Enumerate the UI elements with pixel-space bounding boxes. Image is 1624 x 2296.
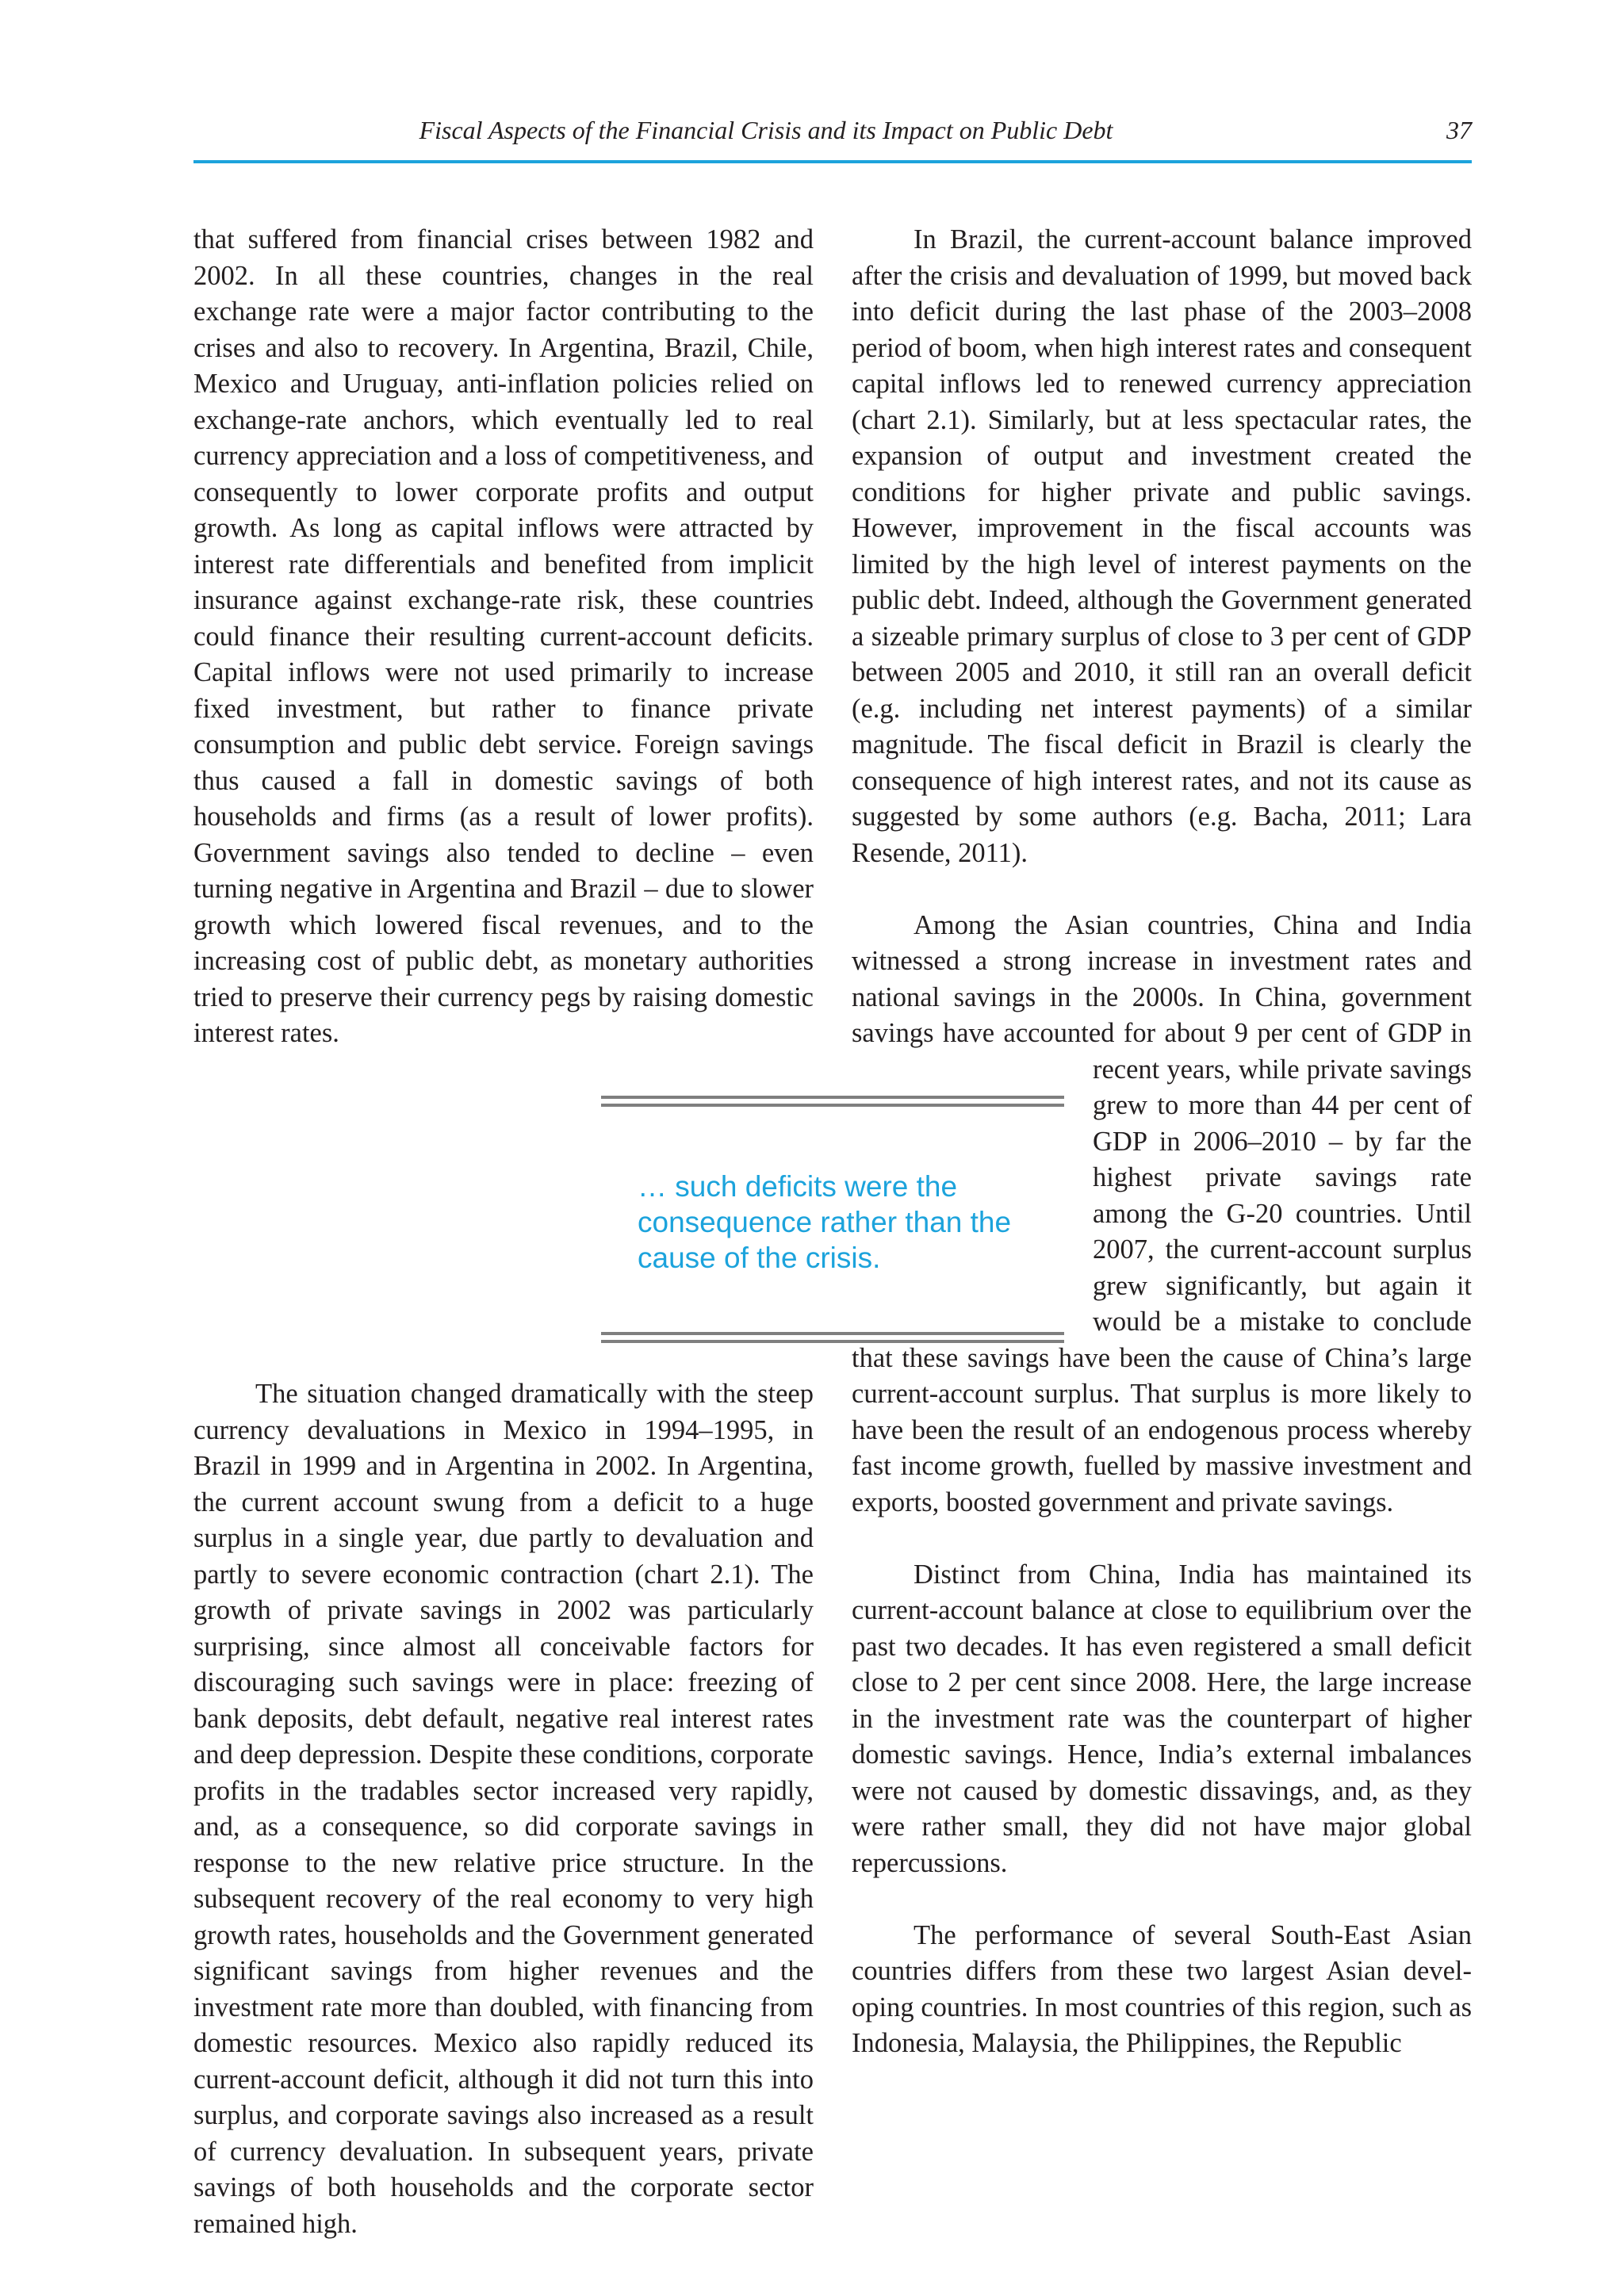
right-paragraph-2-rest: recent years, while private savings grew to more than 44 per cent of GDP in 2006–2010 – by far the highest private savings rate among the G-20 countries. Until 2007, the current-account surplus grew significantly, but again it would be a mistake to conclude that these savings have been the cause of China’s large current-account surplus. That surplus is more likely to have been the result of an endogenous process whereby fast income growth, fuelled by massive investment and exports, boosted government and private savings. xyxy=(852,1054,1472,1517)
right-paragraph-4: The performance of several South-East Asian countries differs from these two largest Asian developing countries. In most countries of this region, such as Indonesia, Malaysia, the Philippines, the Republic xyxy=(852,1919,1472,2058)
right-paragraph-2-lead: Among the Asian countries, China and India witnessed a strong increase in investment rates and national savings in the 2000s. In China, government savings have accounted for about 9 per cent of GDP in xyxy=(852,909,1472,1048)
left-paragraph-1: that suffered from financial crises between 1982 and 2002. In all these countries, changes in the real exchange rate were a major factor contributing to the crises and also to recovery. In Argentina, Brazil, Chile, Mexico and Uruguay, anti-inflation policies relied on exchange-rate anchors, which eventually led to real currency appreciation and a loss of competitiveness, and consequently to lower corporate profits and output growth. As long as capital inflows were attracted by interest rate differentials and benefited from implicit insurance against exchange-rate risk, these countries could finance their resulting current-account deficits. Capital inflows were not used primarily to increase fixed investment, but rather to finance private consumption and public debt service. Foreign savings thus caused a fall in domestic savings of both households and firms (as a result of lower profits). Government savings also tended to decline – even turning negative in Argentina and Brazil – due to slower growth which lowered fiscal revenues, and to the increasing cost of public debt, as monetary authorities tried to preserve their currency pegs by raising domestic interest rates. xyxy=(193,224,814,1048)
pullquote-rule-top xyxy=(601,1096,1064,1107)
pullquote-rule-bottom xyxy=(601,1332,1064,1343)
header-rule xyxy=(193,160,1472,163)
right-paragraph-1: In Brazil, the current-account balance improved after the crisis and devaluation of 1999, but moved back into deficit during the last phase of the 2003–2008 period of boom, when high interest rates and consequent capital inflows led to renewed currency appreciation (chart 2.1). Similarly, but at less spectacular rates, the expansion of output and investment created the conditions for higher private and public savings. However, improvement in the fiscal accounts was limited by the high level of interest payments on the public debt. Indeed, although the Government generated a sizeable primary surplus of close to 3 per cent of GDP between 2005 and 2010, it still ran an overall deficit (e.g. including net interest payments) of a similar magnitude. The fiscal deficit in Brazil is clearly the consequence of high interest rates, and not its cause as suggested by some authors (e.g. Bacha, 2011; Lara Resende, 2011). xyxy=(852,224,1472,868)
running-header xyxy=(193,111,1472,159)
pullquote-text: … such deficits were the consequence rather than the cause of the crisis. xyxy=(638,1170,1012,1274)
left-paragraph-2-text: The situation changed dramatically with the steep currency devaluations in Mexico in 1994–1995, in Brazil in 1999 and in Argentina in 2002. In Argentina, the current account swung from a deficit to a huge surplus in a single year, due partly to devaluation and partly to severe economic contraction (chart 2.1). The growth of private savings in 2002 was particularly surprising, since almost all conceivable factors for discouraging such savings were in place: freezing of bank deposits, debt default, negative real interest rates and deep depression. Despite these conditions, corporate profits in the tradables sector increased very rapidly, and, as a consequence, so did corporate savings in response to the new relative price structure. In the subsequent recovery of the real economy to very high growth rates, households and the Government generated significant savings from higher revenues and the investment rate more than doubled, with financing from domestic resources. Mexico also rapidly reduced its current-account deficit, although it did not turn this into surplus, and corporate savings also increased as a result of currency devaluation. In subsequent years, private savings of both households and the corporate sector remained high. xyxy=(193,1379,814,2239)
running-header-title: Fiscal Aspects of the Financial Crisis and its Impact on Public Debt xyxy=(419,116,1113,144)
pullquote-box xyxy=(601,1096,1064,1349)
page-number: 37 xyxy=(1446,116,1472,144)
right-paragraph-3: Distinct from China, India has maintained its current-account balance at close to equilibrium over the past two decades. It has even registered a small deficit close to 2 per cent since 2008. Here, the large increase in the investment rate was the counterpart of higher domestic savings. Hence, India’s external imbalances were not caused by domestic dissavings, and, as they were rather small, they did not have major global repercussions. xyxy=(852,1559,1472,1878)
